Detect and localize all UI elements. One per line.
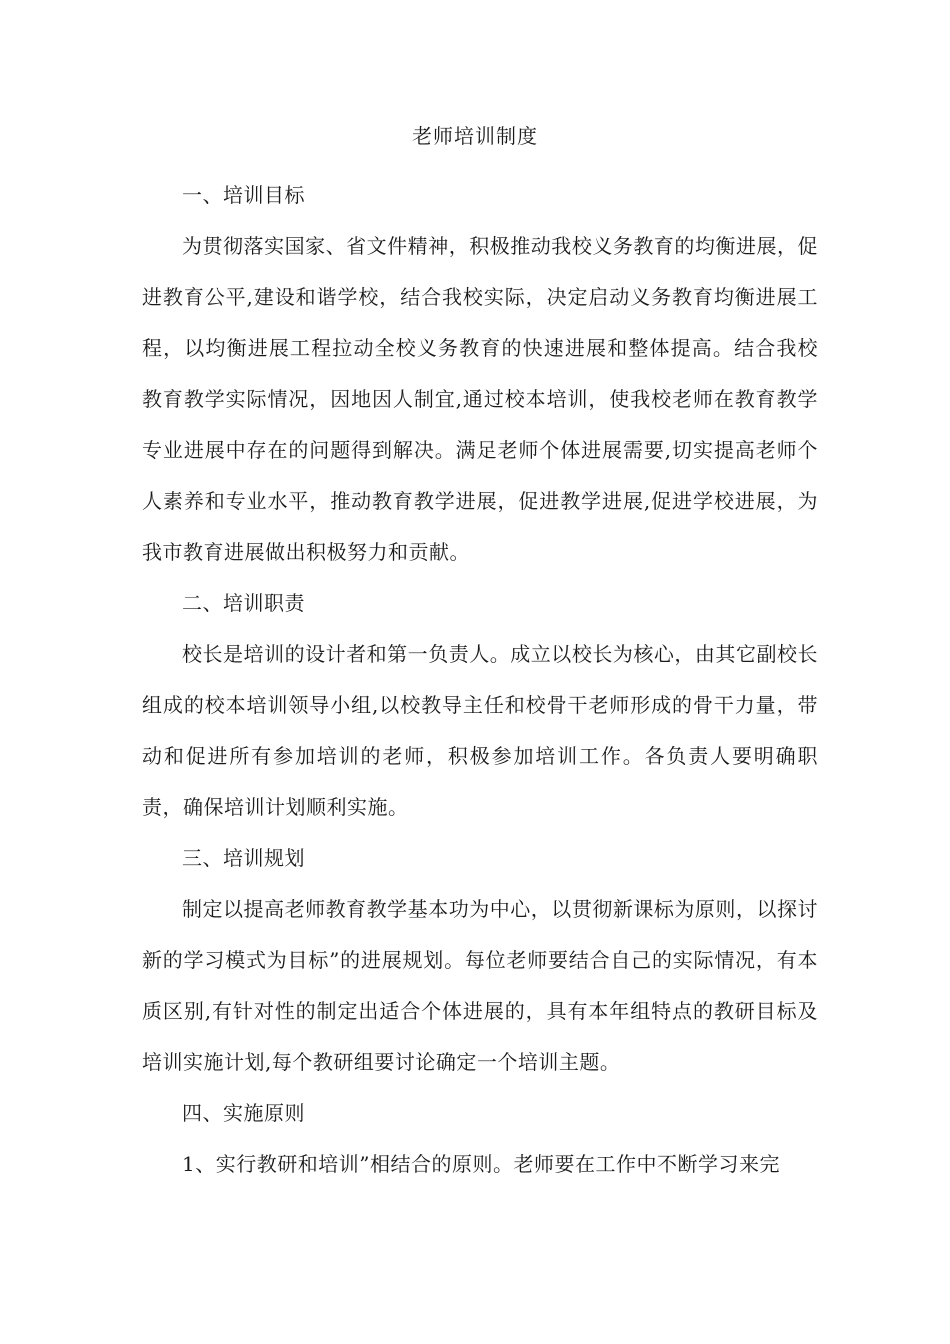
section-heading: 三、培训规划 <box>182 846 305 870</box>
section-training-goals <box>142 170 818 578</box>
section-paragraph: 为贯彻落实国家、省文件精神，积极推动我校义务教育的均衡进展，促进教育公平,建设和谐学校，结合我校实际，决定启动义务教育均衡进展工程，以均衡进展工程拉动全校义务教育的快速进展和整体提高。结合我校教育教学实际情况，因地因人制宜,通过校本培训，使我校老师在教育教学专业进展中存在的问题得到解决。满足老师个体进展需要,切实提高老师个人素养和专业水平，推动教育教学进展，促进教学进展,促进学校进展，为我市教育进展做出积极努力和贡献。 <box>142 234 818 564</box>
section-paragraph: 校长是培训的设计者和第一负责人。成立以校长为核心，由其它副校长组成的校本培训领导小组,以校教导主任和校骨干老师形成的骨干力量，带动和促进所有参加培训的老师，积极参加培训工作。各负责人要明确职责，确保培训计划顺利实施。 <box>142 642 818 819</box>
section-heading: 二、培训职责 <box>182 591 305 615</box>
document-body <box>142 170 818 1190</box>
section-heading: 四、实施原则 <box>182 1101 305 1125</box>
section-training-plan <box>142 833 818 1088</box>
document-title: 老师培训制度 <box>412 124 538 148</box>
section-training-duties <box>142 578 818 833</box>
section-paragraph: 制定以提高老师教育教学基本功为中心，以贯彻新课标为原则，以探讨新的学习模式为目标”的进展规划。每位老师要结合自己的实际情况，有本质区别,有针对性的制定出适合个体进展的，具有本年组特点的教研目标及培训实施计划,每个教研组要讨论确定一个培训主题。 <box>142 897 818 1074</box>
section-implementation-principles <box>142 1088 818 1190</box>
section-paragraph: 1、实行教研和培训”相结合的原则。老师要在工作中不断学习来完 <box>182 1152 780 1176</box>
section-heading: 一、培训目标 <box>182 183 305 207</box>
